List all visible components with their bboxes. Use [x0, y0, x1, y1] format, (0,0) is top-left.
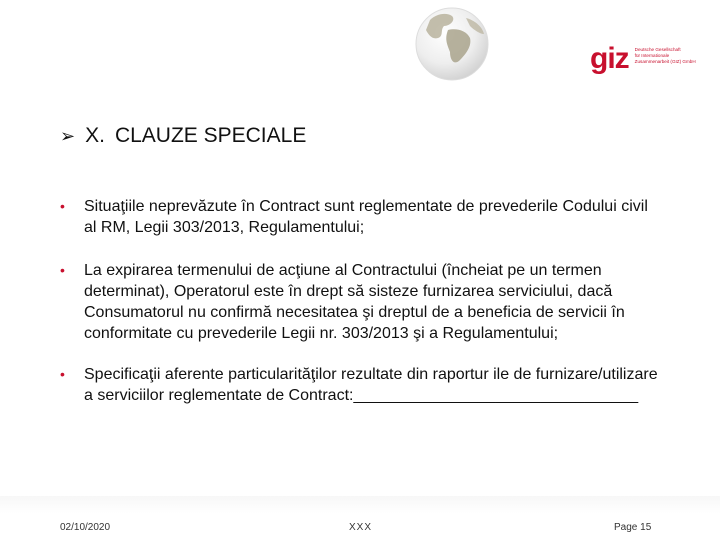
logo-line-1: Deutsche Gesellschaft [634, 47, 681, 52]
list-item-text: Specificaţii aferente particularităţilor rezultate din raportur ile de furnizare/utilizare a serviciilor reglementate de Contract:________________________________ [84, 366, 658, 404]
list-item-text: La expirarea termenului de acţiune al Contractului (încheiat pe un termen determinat), Operatorul este în drept să sisteze furnizarea serviciului, dacă Consumatorul nu confirmă necesitatea şi dreptul de a beneficia de servicii în conformitate cu prevederile Legii nr. 303/2013 şi a Regulamentului; [84, 262, 625, 342]
list-item [60, 364, 660, 406]
globe-icon [400, 0, 510, 90]
giz-logo [590, 44, 696, 78]
heading-number: X. [85, 124, 105, 147]
bullet-list [60, 196, 660, 426]
slide-heading [60, 124, 306, 148]
footer-center-text: XXX [349, 522, 373, 533]
footer-band [0, 496, 720, 540]
bullet-dot-icon: • [60, 262, 65, 278]
bullet-dot-icon: • [60, 366, 65, 382]
logo-subtitle [635, 47, 696, 65]
logo-line-2: für Internationale [634, 53, 670, 58]
footer-page-number: Page 15 [614, 522, 652, 533]
logo-line-3: Zusammenarbeit (GIZ) GmbH [634, 59, 696, 64]
arrow-bullet-icon: ➢ [60, 125, 76, 146]
logo-mark: giz [590, 42, 629, 75]
heading-title: CLAUZE SPECIALE [114, 124, 307, 147]
list-item [60, 196, 660, 238]
globe-decoration [400, 0, 510, 90]
bullet-dot-icon: • [60, 198, 65, 214]
footer-date: 02/10/2020 [60, 522, 111, 533]
list-item [60, 260, 660, 344]
list-item-text: Situaţiile neprevăzute în Contract sunt reglementate de prevederile Codului civil al RM, Legii 303/2013, Regulamentului; [84, 198, 648, 236]
